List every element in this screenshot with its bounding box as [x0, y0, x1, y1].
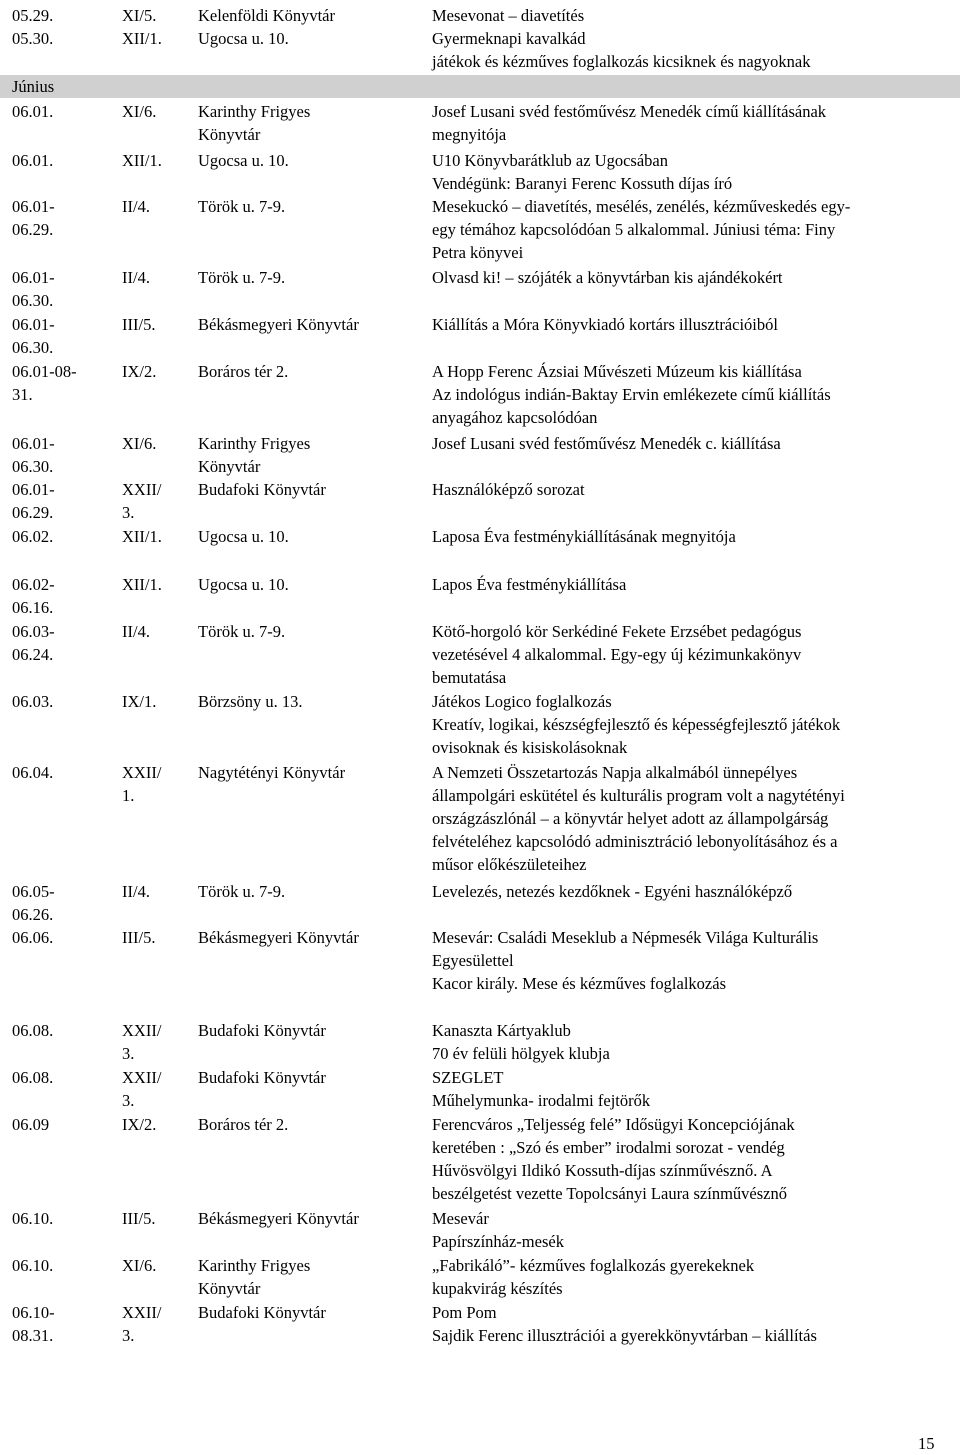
event-location: Karinthy Frigyes Könyvtár	[198, 102, 311, 144]
event-location: Török u. 7-9.	[198, 268, 286, 287]
event-date: 06.01- 06.29.	[12, 480, 55, 522]
event-description: Laposa Éva festménykiállításának megnyitója	[432, 527, 736, 546]
event-location: Békásmegyeri Könyvtár	[198, 928, 359, 947]
event-district: XII/1.	[122, 527, 162, 546]
event-description: Levelezés, netezés kezdőknek - Egyéni használóképző	[432, 882, 793, 901]
event-date: 06.01- 06.30.	[12, 268, 55, 310]
event-date: 06.08.	[12, 1021, 54, 1040]
event-location: Török u. 7-9.	[198, 622, 286, 641]
event-date: 06.01-08- 31.	[12, 362, 77, 404]
month-heading-band	[0, 75, 960, 98]
event-date: 05.29.	[12, 6, 54, 25]
event-location: Ugocsa u. 10.	[198, 575, 289, 594]
event-date: 06.06.	[12, 928, 54, 947]
event-location: Nagytétényi Könyvtár	[198, 763, 346, 782]
event-description: Ferencváros „Teljesség felé” Idősügyi Koncepciójának keretében : „Szó és ember” irodalmi sorozat - vendég Hűvösvölgyi Ildikó Kossuth-díjas színművésznő. A beszélgetést vezette Topolcsányi Laura színművésznő	[432, 1115, 795, 1203]
event-description: Josef Lusani svéd festőművész Menedék című kiállításának megnyitója	[432, 102, 827, 144]
event-description: Kiállítás a Móra Könyvkiadó kortárs illusztrációiból	[432, 315, 778, 334]
event-date: 06.03- 06.24.	[12, 622, 55, 664]
event-date: 06.01.	[12, 151, 54, 170]
event-date: 06.01- 06.30.	[12, 315, 55, 357]
event-district: II/4.	[122, 882, 150, 901]
event-district: XI/6.	[122, 102, 157, 121]
event-description: Kanaszta Kártyaklub 70 év felüli hölgyek klubja	[432, 1021, 610, 1063]
event-location: Budafoki Könyvtár	[198, 1303, 326, 1322]
event-location: Boráros tér 2.	[198, 362, 289, 381]
event-location: Ugocsa u. 10.	[198, 29, 289, 48]
page-number: 15	[918, 1434, 935, 1453]
event-description: Játékos Logico foglalkozás Kreatív, logikai, készségfejlesztő és képességfejlesztő játékok ovisoknak és kisiskolásoknak	[432, 692, 841, 757]
event-date: 06.01- 06.30.	[12, 434, 55, 476]
event-district: II/4.	[122, 268, 150, 287]
event-description: Josef Lusani svéd festőművész Menedék c. kiállítása	[432, 434, 781, 453]
event-date: 06.02- 06.16.	[12, 575, 55, 617]
event-date: 06.03.	[12, 692, 54, 711]
event-description: Olvasd ki! – szójáték a könyvtárban kis ajándékokért	[432, 268, 783, 287]
event-district: III/5.	[122, 315, 156, 334]
event-description: Gyermeknapi kavalkád játékok és kézműves foglalkozás kicsiknek és nagyoknak	[432, 29, 811, 71]
event-location: Karinthy Frigyes Könyvtár	[198, 434, 311, 476]
event-description: Mesevonat – diavetítés	[432, 6, 585, 25]
event-date: 05.30.	[12, 29, 54, 48]
event-description: SZEGLET Műhelymunka- irodalmi fejtörők	[432, 1068, 651, 1110]
event-description: A Nemzeti Összetartozás Napja alkalmából ünnepélyes állampolgári eskütétel és kulturális program volt a nagytétényi országzászlónál – a könyvtár helyet adott az állampolgárság felvételéhez kapcsolódó adminisztráció lebonyolításához és a műsor előkészületeihez	[432, 763, 845, 874]
event-district: II/4.	[122, 197, 150, 216]
event-district: XII/1.	[122, 151, 162, 170]
event-description: Mesevár: Családi Meseklub a Népmesék Világa Kulturális Egyesülettel Kacor király. Mese és kézműves foglalkozás	[432, 928, 819, 993]
event-location: Békásmegyeri Könyvtár	[198, 315, 359, 334]
event-district: II/4.	[122, 622, 150, 641]
event-district: IX/2.	[122, 1115, 157, 1134]
event-district: XXII/ 3.	[122, 1068, 162, 1110]
event-district: III/5.	[122, 1209, 156, 1228]
event-location: Békásmegyeri Könyvtár	[198, 1209, 359, 1228]
event-date: 06.01- 06.29.	[12, 197, 55, 239]
event-location: Budafoki Könyvtár	[198, 1068, 326, 1087]
event-district: XXII/ 1.	[122, 763, 162, 805]
event-date: 06.10- 08.31.	[12, 1303, 55, 1345]
event-location: Török u. 7-9.	[198, 197, 286, 216]
event-location: Budafoki Könyvtár	[198, 1021, 326, 1040]
event-date: 06.09	[12, 1115, 50, 1134]
event-district: XI/6.	[122, 1256, 157, 1275]
event-description: „Fabrikáló”- kézműves foglalkozás gyerekeknek kupakvirág készítés	[432, 1256, 755, 1298]
event-district: XXII/ 3.	[122, 1303, 162, 1345]
event-description: Lapos Éva festménykiállítása	[432, 575, 627, 594]
event-date: 06.02.	[12, 527, 54, 546]
event-description: Mesekuckó – diavetítés, mesélés, zenélés, kézműveskedés egy- egy témához kapcsolódóan 5 alkalommal. Júniusi téma: Finy Petra könyvei	[432, 197, 851, 262]
event-location: Budafoki Könyvtár	[198, 480, 326, 499]
event-district: XI/6.	[122, 434, 157, 453]
event-district: XXII/ 3.	[122, 1021, 162, 1063]
event-district: XXII/ 3.	[122, 480, 162, 522]
event-description: A Hopp Ferenc Ázsiai Művészeti Múzeum kis kiállítása Az indológus indián-Baktay Ervin emlékezete című kiállítás anyagához kapcsolódóan	[432, 362, 831, 427]
event-description: U10 Könyvbarátklub az Ugocsában Vendégünk: Baranyi Ferenc Kossuth díjas író	[432, 151, 733, 193]
event-location: Karinthy Frigyes Könyvtár	[198, 1256, 311, 1298]
event-district: XII/1.	[122, 575, 162, 594]
event-district: IX/1.	[122, 692, 157, 711]
event-description: Mesevár Papírszínház-mesék	[432, 1209, 564, 1251]
event-location: Ugocsa u. 10.	[198, 527, 289, 546]
event-description: Használóképző sorozat	[432, 480, 585, 499]
event-location: Ugocsa u. 10.	[198, 151, 289, 170]
event-location: Boráros tér 2.	[198, 1115, 289, 1134]
event-date: 06.04.	[12, 763, 54, 782]
event-date: 06.10.	[12, 1256, 54, 1275]
event-district: III/5.	[122, 928, 156, 947]
event-description: Pom Pom Sajdik Ferenc illusztrációi a gyerekkönyvtárban – kiállítás	[432, 1303, 817, 1345]
event-district: XII/1.	[122, 29, 162, 48]
event-description: Kötő-horgoló kör Serkédiné Fekete Erzsébet pedagógus vezetésével 4 alkalommal. Egy-egy új kézimunkakönyv bemutatása	[432, 622, 802, 687]
event-district: IX/2.	[122, 362, 157, 381]
event-location: Török u. 7-9.	[198, 882, 286, 901]
event-date: 06.05- 06.26.	[12, 882, 55, 924]
event-date: 06.08.	[12, 1068, 54, 1087]
event-date: 06.10.	[12, 1209, 54, 1228]
month-heading: Június	[12, 77, 55, 96]
event-location: Börzsöny u. 13.	[198, 692, 303, 711]
event-district: XI/5.	[122, 6, 157, 25]
event-location: Kelenföldi Könyvtár	[198, 6, 336, 25]
event-date: 06.01.	[12, 102, 54, 121]
